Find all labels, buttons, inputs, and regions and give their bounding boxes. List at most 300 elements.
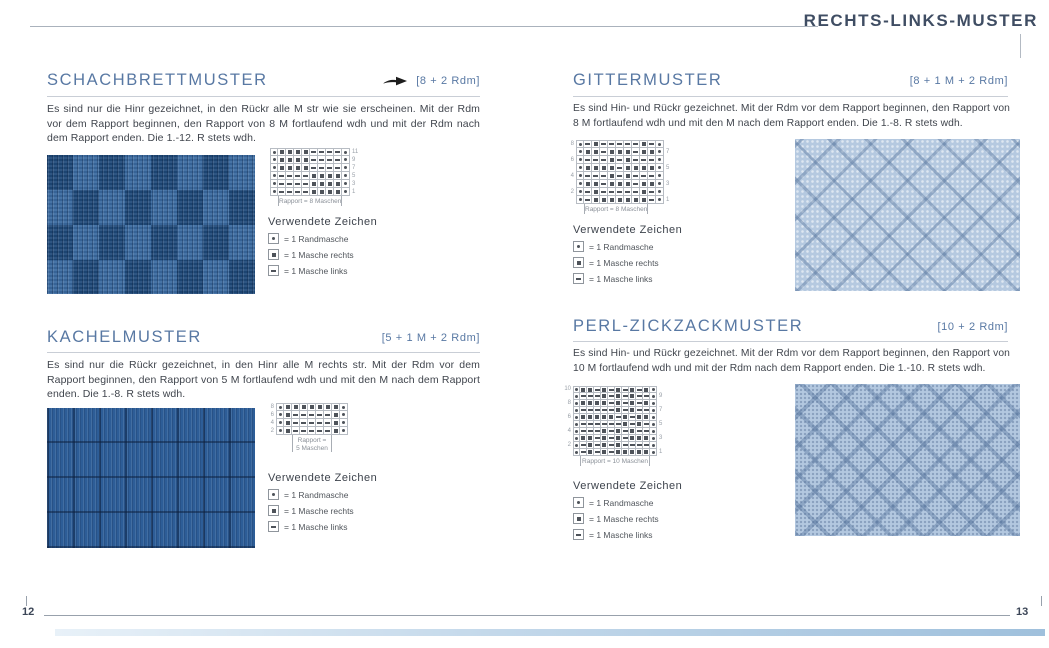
masche-links-icon	[585, 191, 590, 193]
chart-cell	[326, 180, 334, 188]
masche-links-icon	[588, 430, 593, 432]
masche-links-icon	[595, 423, 600, 425]
chart-cell	[608, 428, 615, 435]
masche-rechts-icon	[623, 450, 627, 454]
chart-cell	[615, 421, 622, 428]
chart-cell	[592, 196, 600, 204]
randmasche-icon	[577, 245, 580, 248]
masche-links-icon	[585, 159, 590, 161]
chart-cell	[656, 140, 664, 148]
randmasche-icon	[279, 406, 282, 409]
row-number: 8	[270, 404, 274, 410]
chart-cell	[310, 148, 318, 156]
rapport-badge: [8 + 1 M + 2 Rdm]	[909, 74, 1008, 87]
chart-cell	[316, 403, 324, 411]
masche-links-icon	[293, 430, 298, 432]
masche-rechts-icon	[581, 401, 585, 405]
masche-links-icon	[311, 167, 316, 169]
chart-cell	[580, 407, 587, 414]
randmasche-icon	[579, 198, 582, 201]
masche-rechts-icon	[336, 190, 340, 194]
chart-cell	[643, 449, 650, 456]
rapport-bracket	[580, 456, 650, 466]
masche-links-icon	[609, 444, 614, 446]
section-description: Es sind Hin- und Rückr gezeichnet. Mit der Rdm vor dem Rapport beginnen, den Rapport von 8 M fortlaufend wdh und mit den M nach dem Rapport enden. Die 1.-8. R stets wdh.	[573, 103, 1010, 129]
chart-cell	[576, 164, 584, 172]
chart-cell	[629, 442, 636, 449]
masche-links-icon	[637, 389, 642, 391]
chart-cell	[632, 196, 640, 204]
legend-items	[268, 489, 354, 537]
chart-cell	[278, 148, 286, 156]
chart-row	[563, 393, 667, 400]
chart-cell	[573, 449, 580, 456]
symbol-box	[268, 521, 279, 532]
chart-cell	[616, 156, 624, 164]
masche-links-icon	[623, 395, 628, 397]
masche-links-icon	[633, 151, 638, 153]
chart-cell	[650, 449, 657, 456]
chart-cell	[632, 180, 640, 188]
masche-rechts-icon	[644, 436, 648, 440]
masche-links-icon	[593, 175, 598, 177]
chart-cell	[573, 414, 580, 421]
chart-cell	[276, 419, 284, 427]
masche-rechts-icon	[616, 408, 620, 412]
chart-cell	[334, 172, 342, 180]
masche-links-icon	[287, 175, 292, 177]
randmasche-icon	[579, 190, 582, 193]
row-number: 9	[352, 157, 356, 163]
chart-cell	[643, 414, 650, 421]
masche-rechts-icon	[616, 450, 620, 454]
masche-rechts-icon	[618, 182, 622, 186]
masche-links-icon	[295, 191, 300, 193]
masche-links-icon	[595, 451, 600, 453]
chart-cell	[310, 188, 318, 196]
chart-cell	[636, 421, 643, 428]
chart-cell	[340, 411, 348, 419]
section-header-gittermuster	[573, 71, 1008, 90]
chart-cell	[640, 156, 648, 164]
chart-cell	[332, 411, 340, 419]
chart-cell	[324, 419, 332, 427]
chart-row	[563, 386, 667, 393]
chart-cell	[615, 393, 622, 400]
masche-rechts-icon	[318, 405, 322, 409]
chart-row	[563, 414, 667, 421]
chart-cell	[643, 400, 650, 407]
chart-cell	[316, 411, 324, 419]
chart-cell	[594, 428, 601, 435]
chart-cell	[601, 428, 608, 435]
chart-cell	[656, 164, 664, 172]
chart-cell	[286, 156, 294, 164]
section-title: GITTERMUSTER	[573, 71, 723, 89]
masche-links-icon	[595, 395, 600, 397]
chart-cell	[584, 180, 592, 188]
masche-links-icon	[335, 151, 340, 153]
symbol-box	[268, 505, 279, 516]
legend-item	[573, 497, 659, 508]
masche-links-icon	[602, 423, 607, 425]
chart-cell	[324, 427, 332, 435]
randmasche-icon	[652, 437, 655, 440]
chart-cell	[616, 196, 624, 204]
masche-links-icon	[623, 402, 628, 404]
chart-cell	[594, 386, 601, 393]
masche-rechts-icon	[642, 182, 646, 186]
chart-cell	[594, 442, 601, 449]
rapport-label: Rapport = 8 Maschen	[279, 198, 342, 205]
chart-cell	[615, 442, 622, 449]
masche-links-icon	[616, 423, 621, 425]
masche-rechts-icon	[616, 429, 620, 433]
masche-links-icon	[325, 422, 330, 424]
masche-rechts-icon	[581, 388, 585, 392]
chart-cell	[648, 164, 656, 172]
masche-rechts-icon	[602, 394, 606, 398]
masche-links-icon	[595, 389, 600, 391]
masche-links-icon	[609, 191, 614, 193]
chart-cell	[284, 403, 292, 411]
section-header-perl-zickzackmuster	[573, 317, 1008, 336]
randmasche-icon	[342, 406, 345, 409]
chart-cell	[584, 188, 592, 196]
chart-cell	[587, 400, 594, 407]
chart-cell	[270, 164, 278, 172]
row-number: 7	[352, 165, 356, 171]
footer-rule	[44, 615, 1010, 616]
chart-row	[266, 427, 358, 435]
masche-rechts-icon	[588, 388, 592, 392]
chart-cell	[580, 449, 587, 456]
masche-rechts-icon	[610, 182, 614, 186]
masche-links-icon	[588, 395, 593, 397]
masche-links-icon	[630, 416, 635, 418]
masche-links-icon	[601, 151, 606, 153]
chart-cell	[592, 148, 600, 156]
chart-cell	[608, 196, 616, 204]
masche-rechts-icon	[626, 182, 630, 186]
chart-cell	[615, 435, 622, 442]
randmasche-icon	[279, 429, 282, 432]
masche-links-icon	[644, 423, 649, 425]
masche-rechts-icon	[336, 174, 340, 178]
page-number-right: 13	[1016, 606, 1029, 618]
chart-cell	[600, 188, 608, 196]
chart-cell	[648, 148, 656, 156]
chart-cell	[324, 411, 332, 419]
randmasche-icon	[652, 409, 655, 412]
masche-links-icon	[317, 414, 322, 416]
randmasche-icon	[575, 402, 578, 405]
legend-item	[268, 521, 354, 532]
masche-rechts-icon	[602, 388, 606, 392]
chart-cell	[608, 421, 615, 428]
rapport-label: 5 Maschen	[296, 444, 328, 452]
chart-cell	[608, 156, 616, 164]
chart-cell	[270, 172, 278, 180]
masche-links-icon	[271, 270, 276, 272]
randmasche-icon	[658, 174, 661, 177]
chart-cell	[302, 188, 310, 196]
chart-cell	[622, 407, 629, 414]
randmasche-icon	[575, 388, 578, 391]
masche-rechts-icon	[304, 158, 308, 162]
masche-rechts-icon	[312, 174, 316, 178]
masche-rechts-icon	[588, 450, 592, 454]
chart-cell	[342, 148, 350, 156]
masche-links-icon	[623, 409, 628, 411]
masche-links-icon	[279, 191, 284, 193]
chart-cell	[622, 414, 629, 421]
chart-cell	[648, 140, 656, 148]
legend-label: = 1 Randmasche	[284, 489, 349, 500]
chart-cell	[601, 407, 608, 414]
symbol-box	[268, 233, 279, 244]
chart-cell	[656, 180, 664, 188]
masche-links-icon	[617, 159, 622, 161]
masche-links-icon	[637, 430, 642, 432]
masche-rechts-icon	[336, 182, 340, 186]
masche-links-icon	[617, 191, 622, 193]
chart-cell	[622, 400, 629, 407]
chart-cell	[286, 180, 294, 188]
chart-cell	[601, 414, 608, 421]
row-number: 8	[567, 400, 571, 406]
randmasche-icon	[273, 190, 276, 193]
masche-links-icon	[335, 167, 340, 169]
randmasche-icon	[575, 423, 578, 426]
masche-links-icon	[601, 159, 606, 161]
randmasche-icon	[279, 421, 282, 424]
chart-cell	[650, 435, 657, 442]
masche-rechts-icon	[650, 150, 654, 154]
chart-cell	[302, 156, 310, 164]
chart-cell	[587, 393, 594, 400]
masche-links-icon	[637, 395, 642, 397]
chart-cell	[650, 442, 657, 449]
randmasche-icon	[342, 429, 345, 432]
chart-cell	[326, 164, 334, 172]
legend-title: Verwendete Zeichen	[573, 224, 683, 236]
randmasche-icon	[652, 416, 655, 419]
chart-cell	[594, 414, 601, 421]
masche-links-icon	[588, 409, 593, 411]
masche-links-icon	[623, 430, 628, 432]
chart-grid	[563, 386, 667, 456]
chart-cell	[576, 188, 584, 196]
masche-links-icon	[609, 409, 614, 411]
masche-links-icon	[625, 191, 630, 193]
chart-cell	[592, 172, 600, 180]
masche-links-icon	[644, 444, 649, 446]
masche-links-icon	[609, 451, 614, 453]
chart-cell	[310, 172, 318, 180]
chart-cell	[601, 386, 608, 393]
chart-cell	[286, 164, 294, 172]
chart-cell	[592, 156, 600, 164]
chart-cell	[294, 172, 302, 180]
randmasche-icon	[579, 158, 582, 161]
chart-cell	[600, 196, 608, 204]
randmasche-icon	[575, 451, 578, 454]
chart-cell	[294, 180, 302, 188]
chart-cell	[587, 435, 594, 442]
masche-links-icon	[633, 191, 638, 193]
chart-cell	[608, 148, 616, 156]
masche-links-icon	[593, 159, 598, 161]
arrow-right-icon	[383, 75, 408, 86]
chart-cell	[300, 419, 308, 427]
chart-cell	[643, 407, 650, 414]
masche-rechts-icon	[304, 166, 308, 170]
randmasche-icon	[575, 444, 578, 447]
masche-rechts-icon	[610, 158, 614, 162]
masche-links-icon	[609, 395, 614, 397]
masche-links-icon	[649, 199, 654, 201]
rapport-label: Rapport = 10 Maschen	[582, 458, 648, 465]
masche-links-icon	[595, 444, 600, 446]
masche-rechts-icon	[618, 150, 622, 154]
masche-rechts-icon	[272, 253, 276, 257]
chart-cell	[650, 421, 657, 428]
chart-cell	[316, 419, 324, 427]
chart-cell	[278, 180, 286, 188]
chart-cell	[608, 414, 615, 421]
randmasche-icon	[652, 388, 655, 391]
masche-links-icon	[279, 183, 284, 185]
chart-cell	[340, 419, 348, 427]
randmasche-icon	[652, 451, 655, 454]
chart-cell	[601, 400, 608, 407]
legend-item	[573, 529, 659, 540]
masche-links-icon	[301, 430, 306, 432]
chart-cell	[300, 427, 308, 435]
masche-rechts-icon	[577, 261, 581, 265]
chart-cell	[643, 386, 650, 393]
masche-rechts-icon	[634, 166, 638, 170]
chart-cell	[587, 414, 594, 421]
chart-cell	[318, 180, 326, 188]
legend-item	[268, 249, 354, 260]
masche-rechts-icon	[588, 415, 592, 419]
chart-cell	[584, 196, 592, 204]
rapport-bracket	[292, 435, 332, 452]
footer-tick-left	[26, 596, 27, 606]
randmasche-icon	[658, 182, 661, 185]
masche-links-icon	[581, 430, 586, 432]
masche-links-icon	[609, 430, 614, 432]
chart-cell	[608, 400, 615, 407]
masche-rechts-icon	[588, 401, 592, 405]
masche-links-icon	[649, 143, 654, 145]
chart-cell	[592, 140, 600, 148]
row-number: 8	[570, 141, 574, 147]
masche-rechts-icon	[312, 190, 316, 194]
chart-cell	[601, 435, 608, 442]
legend-label: = 1 Randmasche	[589, 241, 654, 252]
chart-cell	[608, 393, 615, 400]
masche-links-icon	[309, 422, 314, 424]
chart-cell	[608, 180, 616, 188]
chart-cell	[584, 148, 592, 156]
rapport-bracket	[584, 204, 648, 214]
rapport-bracket	[278, 196, 342, 206]
randmasche-icon	[652, 395, 655, 398]
chart-cell	[587, 449, 594, 456]
chart-cell	[587, 407, 594, 414]
chart-row	[563, 400, 667, 407]
chart-cell	[324, 403, 332, 411]
chart-row	[566, 180, 674, 188]
chart-cell	[308, 411, 316, 419]
masche-rechts-icon	[630, 408, 634, 412]
randmasche-icon	[579, 150, 582, 153]
legend-item	[268, 489, 354, 500]
chart-row	[563, 421, 667, 428]
masche-rechts-icon	[294, 405, 298, 409]
chart-cell	[629, 407, 636, 414]
masche-rechts-icon	[581, 436, 585, 440]
chart-cell	[302, 172, 310, 180]
masche-links-icon	[327, 151, 332, 153]
chart-row	[566, 140, 674, 148]
masche-links-icon	[576, 534, 581, 536]
chart-cell	[632, 140, 640, 148]
legend-label: = 1 Masche rechts	[284, 249, 354, 260]
chart-cell	[270, 156, 278, 164]
masche-rechts-icon	[602, 198, 606, 202]
chart-cell	[616, 148, 624, 156]
chart-cell	[292, 419, 300, 427]
chart-cell	[276, 403, 284, 411]
randmasche-icon	[344, 166, 347, 169]
masche-rechts-icon	[630, 401, 634, 405]
randmasche-icon	[658, 166, 661, 169]
masche-rechts-icon	[328, 174, 332, 178]
masche-rechts-icon	[280, 166, 284, 170]
randmasche-icon	[575, 430, 578, 433]
randmasche-icon	[579, 166, 582, 169]
chart-row	[266, 419, 358, 427]
chart-cell	[580, 442, 587, 449]
symbol-box	[268, 265, 279, 276]
chart-cell	[300, 411, 308, 419]
chart-cell	[608, 188, 616, 196]
chart-cell	[629, 393, 636, 400]
chart-cell	[278, 164, 286, 172]
randmasche-icon	[272, 493, 275, 496]
chart-cell	[270, 180, 278, 188]
masche-rechts-icon	[610, 166, 614, 170]
masche-links-icon	[633, 159, 638, 161]
masche-links-icon	[625, 143, 630, 145]
masche-links-icon	[595, 437, 600, 439]
chart-row	[566, 164, 674, 172]
masche-rechts-icon	[310, 405, 314, 409]
masche-rechts-icon	[634, 198, 638, 202]
masche-rechts-icon	[630, 394, 634, 398]
chart-cell	[622, 421, 629, 428]
legend-title: Verwendete Zeichen	[268, 472, 378, 484]
masche-rechts-icon	[588, 443, 592, 447]
masche-links-icon	[581, 451, 586, 453]
masche-links-icon	[279, 175, 284, 177]
masche-links-icon	[633, 183, 638, 185]
chart-cell	[594, 449, 601, 456]
